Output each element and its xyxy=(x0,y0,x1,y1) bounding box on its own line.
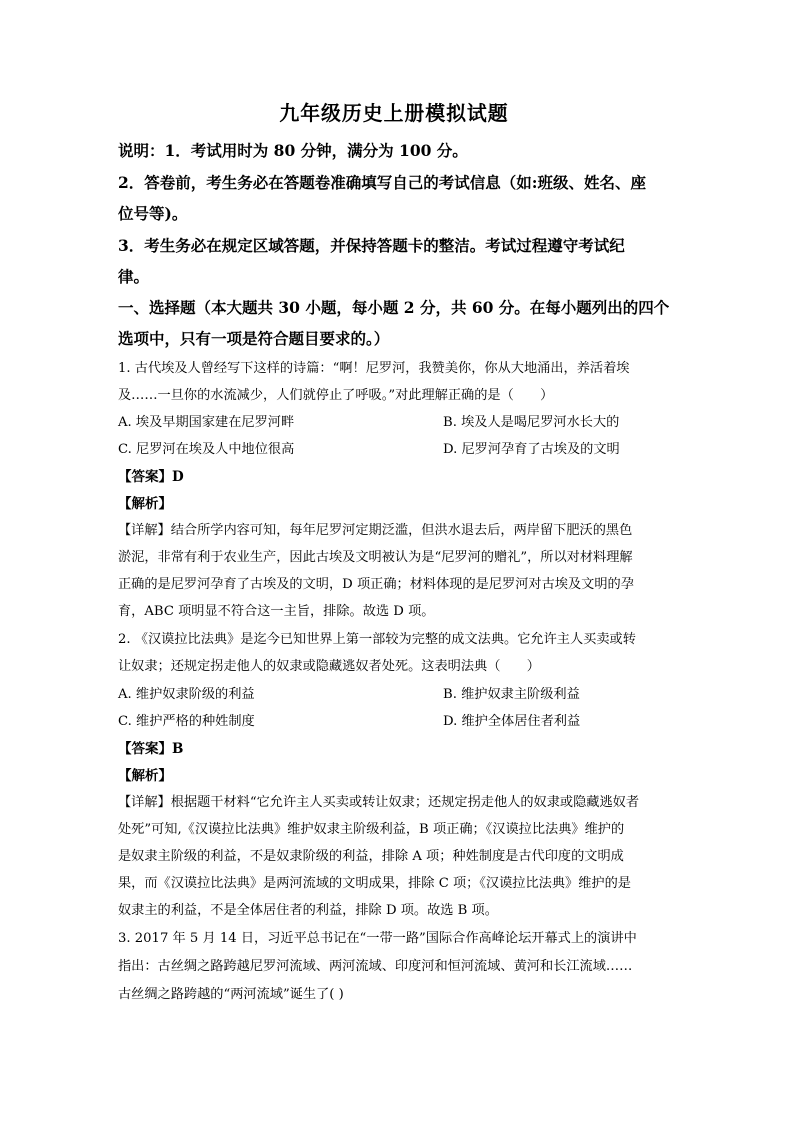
option-b: B. 维护奴隶主阶级利益 xyxy=(443,687,580,702)
section-heading: 一、选择题（本大题共 30 小题，每小题 2 分，共 60 分。在每小题列出的四个 xyxy=(118,298,670,317)
detail-line: 奴隶主的利益，不是全体居住者的利益，排除 D 项。故选 B 项。 xyxy=(118,903,498,918)
detail-line: 果，而《汉谟拉比法典》是两河流域的文明成果，排除 C 项；《汉谟拉比法典》维护的是 xyxy=(118,876,631,891)
detail-line: 【详解】根据题干材料“它允许主人买卖或转让奴隶；还规定拐走他人的奴隶或隐藏逃奴者 xyxy=(118,795,640,810)
instruction-line: 位号等)。 xyxy=(118,204,188,223)
question-stem: 3. 2017 年 5 月 14 日，习近平总书记在“一带一路”国际合作高峰论坛开幕式上的演讲中 xyxy=(118,931,637,946)
answer-label: 【答案】B xyxy=(118,741,184,757)
instruction-line: 律。 xyxy=(118,267,150,286)
analysis-label: 【解析】 xyxy=(118,496,172,512)
detail-line: 育，ABC 项明显不符合这一主旨，排除。故选 D 项。 xyxy=(118,604,435,619)
answer-label: 【答案】D xyxy=(118,469,184,485)
question-stem: 让奴隶；还规定拐走他人的奴隶或隐藏逃奴者处死。这表明法典（ ） xyxy=(118,659,540,674)
instruction-line: 3．考生务必在规定区域答题，并保持答题卡的整洁。考试过程遵守考试纪 xyxy=(118,236,625,255)
option-a: A. 埃及早期国家建在尼罗河畔 xyxy=(118,415,295,430)
question-stem: 古丝绸之路跨越的“两河流域”诞生了( ) xyxy=(118,987,344,1002)
section-heading: 选项中，只有一项是符合题目要求的。） xyxy=(118,329,390,348)
option-a: A. 维护奴隶阶级的利益 xyxy=(118,687,255,702)
question-stem: 及……一旦你的水流减少，人们就停止了呼吸。”对此理解正确的是（ ） xyxy=(118,388,554,403)
detail-line: 【详解】结合所学内容可知，每年尼罗河定期泛滥，但洪水退去后，两岸留下肥沃的黑色 xyxy=(118,523,633,538)
detail-line: 是奴隶主阶级的利益，不是奴隶阶级的利益，排除 A 项；种姓制度是古代印度的文明成 xyxy=(118,849,624,864)
option-d: D. 维护全体居住者利益 xyxy=(443,714,581,729)
option-c: C. 维护严格的种姓制度 xyxy=(118,714,255,729)
instruction-line: 说明：1．考试用时为 80 分钟，满分为 100 分。 xyxy=(118,141,468,160)
detail-line: 淤泥，非常有利于农业生产，因此古埃及文明被认为是“尼罗河的赠礼”，所以对材料理解 xyxy=(118,550,633,565)
option-d: D. 尼罗河孕育了古埃及的文明 xyxy=(443,442,620,457)
question-stem: 1. 古代埃及人曾经写下这样的诗篇：“啊！尼罗河，我赞美你，你从大地涌出，养活着埃 xyxy=(118,361,630,376)
page-title: 九年级历史上册模拟试题 xyxy=(279,101,509,125)
question-stem: 2. 《汉谟拉比法典》是迄今已知世界上第一部较为完整的成文法典。它允许主人买卖或转 xyxy=(118,632,636,647)
detail-line: 处死”可知,《汉谟拉比法典》维护奴隶主阶级利益，B 项正确；《汉谟拉比法典》维护的 xyxy=(118,822,625,837)
instruction-line: 2．答卷前，考生务必在答题卷准确填写自己的考试信息（如:班级、姓名、座 xyxy=(118,173,647,192)
detail-line: 正确的是尼罗河孕育了古埃及的文明，D 项正确；材料体现的是尼罗河对古埃及文明的孕 xyxy=(118,577,634,592)
question-stem: 指出：古丝绸之路跨越尼罗河流域、两河流域、印度河和恒河流域、黄河和长江流域…… xyxy=(118,959,633,974)
option-b: B. 埃及人是喝尼罗河水长大的 xyxy=(443,415,620,430)
option-c: C. 尼罗河在埃及人中地位很高 xyxy=(118,442,295,457)
analysis-label: 【解析】 xyxy=(118,768,172,784)
